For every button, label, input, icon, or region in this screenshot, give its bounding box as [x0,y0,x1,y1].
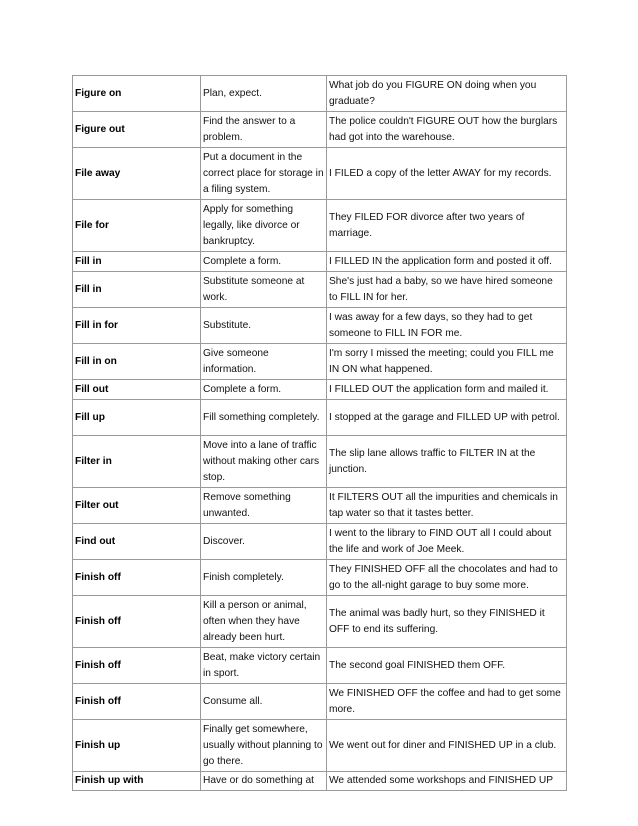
meaning: Beat, make victory certain in sport. [201,648,327,684]
table-row [73,560,567,596]
phrasal-verb: Finish up [73,720,201,772]
meaning: Finally get somewhere, usually without planning to go there. [201,720,327,772]
example-sentence: I'm sorry I missed the meeting; could you FILL me IN ON what happened. [327,344,567,380]
meaning: Plan, expect. [201,76,327,112]
meaning: Give someone information. [201,344,327,380]
table-row [73,436,567,488]
example-sentence: We attended some workshops and FINISHED UP [327,772,567,791]
meaning: Substitute. [201,308,327,344]
table-row [73,200,567,252]
example-sentence: The slip lane allows traffic to FILTER IN at the junction. [327,436,567,488]
table-row [73,488,567,524]
meaning: Complete a form. [201,252,327,272]
phrasal-verb: Fill in [73,272,201,308]
table-row [73,524,567,560]
phrasal-verb: Fill up [73,400,201,436]
meaning: Consume all. [201,684,327,720]
meaning: Put a document in the correct place for storage in a filing system. [201,148,327,200]
example-sentence: What job do you FIGURE ON doing when you graduate? [327,76,567,112]
phrasal-verb: Figure out [73,112,201,148]
table-row [73,148,567,200]
meaning: Finish completely. [201,560,327,596]
meaning: Kill a person or animal, often when they have already been hurt. [201,596,327,648]
table-row [73,772,567,791]
phrasal-verbs-table [72,75,567,791]
meaning: Have or do something at [201,772,327,791]
table-row [73,648,567,684]
meaning: Complete a form. [201,380,327,400]
example-sentence: She's just had a baby, so we have hired someone to FILL IN for her. [327,272,567,308]
example-sentence: The animal was badly hurt, so they FINISHED it OFF to end its suffering. [327,596,567,648]
phrasal-verb: Finish off [73,648,201,684]
phrasal-verb: Finish off [73,560,201,596]
phrasal-verb: Fill in [73,252,201,272]
meaning: Apply for something legally, like divorce or bankruptcy. [201,200,327,252]
table-row [73,596,567,648]
phrasal-verb: Filter in [73,436,201,488]
phrasal-verb: Fill out [73,380,201,400]
table-row [73,684,567,720]
phrasal-verb: Finish up with [73,772,201,791]
example-sentence: I FILED a copy of the letter AWAY for my records. [327,148,567,200]
meaning: Fill something completely. [201,400,327,436]
phrasal-verb: Fill in on [73,344,201,380]
table-row [73,720,567,772]
phrasal-verb: Find out [73,524,201,560]
phrasal-verb: Filter out [73,488,201,524]
phrasal-verb: Finish off [73,596,201,648]
example-sentence: They FILED FOR divorce after two years of marriage. [327,200,567,252]
example-sentence: I FILLED OUT the application form and mailed it. [327,380,567,400]
meaning: Remove something unwanted. [201,488,327,524]
table-row [73,308,567,344]
phrasal-verb: Fill in for [73,308,201,344]
meaning: Find the answer to a problem. [201,112,327,148]
example-sentence: I was away for a few days, so they had to get someone to FILL IN FOR me. [327,308,567,344]
table-row [73,272,567,308]
example-sentence: It FILTERS OUT all the impurities and chemicals in tap water so that it tastes better. [327,488,567,524]
table-row [73,76,567,112]
table-row [73,252,567,272]
example-sentence: The second goal FINISHED them OFF. [327,648,567,684]
phrasal-verb: File away [73,148,201,200]
table-row [73,380,567,400]
example-sentence: I went to the library to FIND OUT all I could about the life and work of Joe Meek. [327,524,567,560]
example-sentence: We FINISHED OFF the coffee and had to get some more. [327,684,567,720]
example-sentence: We went out for diner and FINISHED UP in a club. [327,720,567,772]
example-sentence: I FILLED IN the application form and posted it off. [327,252,567,272]
example-sentence: The police couldn't FIGURE OUT how the burglars had got into the warehouse. [327,112,567,148]
meaning: Substitute someone at work. [201,272,327,308]
example-sentence: I stopped at the garage and FILLED UP with petrol. [327,400,567,436]
phrasal-verb: File for [73,200,201,252]
table-row [73,400,567,436]
table-row [73,344,567,380]
phrasal-verb: Finish off [73,684,201,720]
phrasal-verb: Figure on [73,76,201,112]
table-row [73,112,567,148]
example-sentence: They FINISHED OFF all the chocolates and had to go to the all-night garage to buy some more. [327,560,567,596]
meaning: Discover. [201,524,327,560]
meaning: Move into a lane of traffic without making other cars stop. [201,436,327,488]
